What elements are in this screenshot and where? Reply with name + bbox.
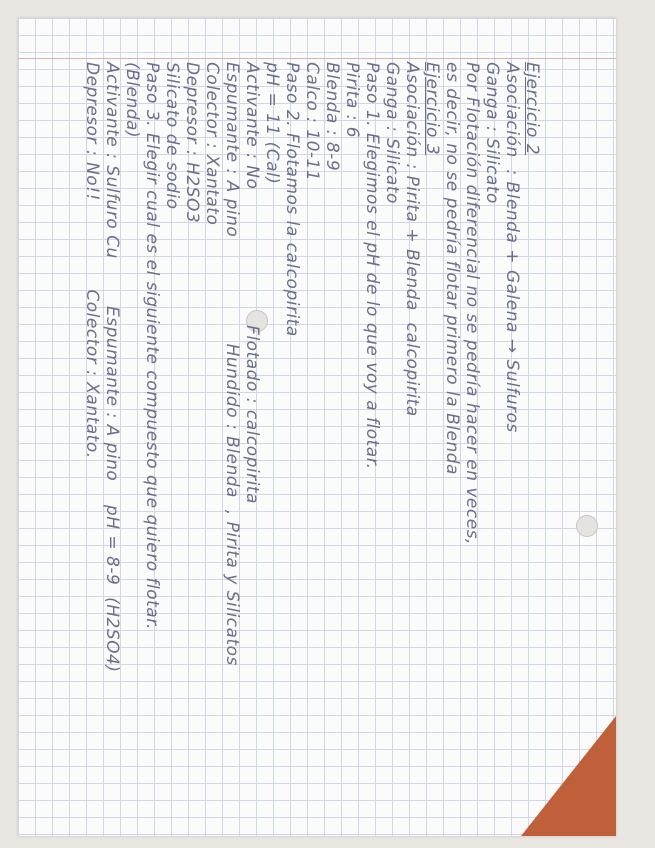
note-line: Calco : 10-11 [302, 62, 322, 182]
note-line: Por Flotación diferencial no se pedría hacer en veces, [462, 62, 482, 545]
notebook-page [18, 18, 616, 836]
note-line: pH = 11 (Cal) [262, 62, 282, 185]
note-line: Espumante : A pino Hundido : Blenda , Pirita y Silicatos [222, 62, 242, 666]
note-line: Paso 1. Elegimos el pH de lo que voy a flotar. [362, 62, 382, 470]
margin-line [18, 58, 616, 59]
note-line: Pirita : 6 [342, 62, 362, 139]
note-line: Asociación : Pirita + Blenda calcopirita [402, 62, 422, 417]
note-line: Ganga : Silicato [482, 62, 502, 204]
note-line: Asociación : Blenda + Galena → Sulfuros [502, 62, 522, 433]
note-line: Paso 2. Flotamos la calcopirita [282, 62, 302, 337]
note-line: Ganga : Silicato [382, 62, 402, 204]
note-line: Blenda : 8-9 [322, 62, 342, 172]
note-line: Silicato de sodio [162, 62, 182, 210]
note-line: Paso 3. Elegir cual es el siguiente compuesto que quiero flotar. [142, 62, 162, 631]
note-line: Depresor : H2SO3 [182, 62, 202, 224]
note-line: Activante : Sulfuro Cu Espumante : A pino pH = 8-9 (H2SO4) [102, 62, 122, 673]
handwritten-notes [72, 62, 542, 820]
note-line: Activante : No Flotado : calcopirita [242, 62, 262, 504]
note-line: es decir, no se pedría flotar primero la Blenda [442, 62, 462, 475]
note-line: (Blenda) [122, 62, 142, 139]
heading-ejercicio-2: Ejercicio 2 [522, 62, 542, 156]
heading-ejercicio-3: Ejercicio 3 [422, 62, 442, 156]
note-line: Colector : Xantato [202, 62, 222, 226]
binder-hole-middle [576, 515, 598, 537]
note-line: Depresor : No!! Colector : Xantato. [82, 62, 102, 459]
